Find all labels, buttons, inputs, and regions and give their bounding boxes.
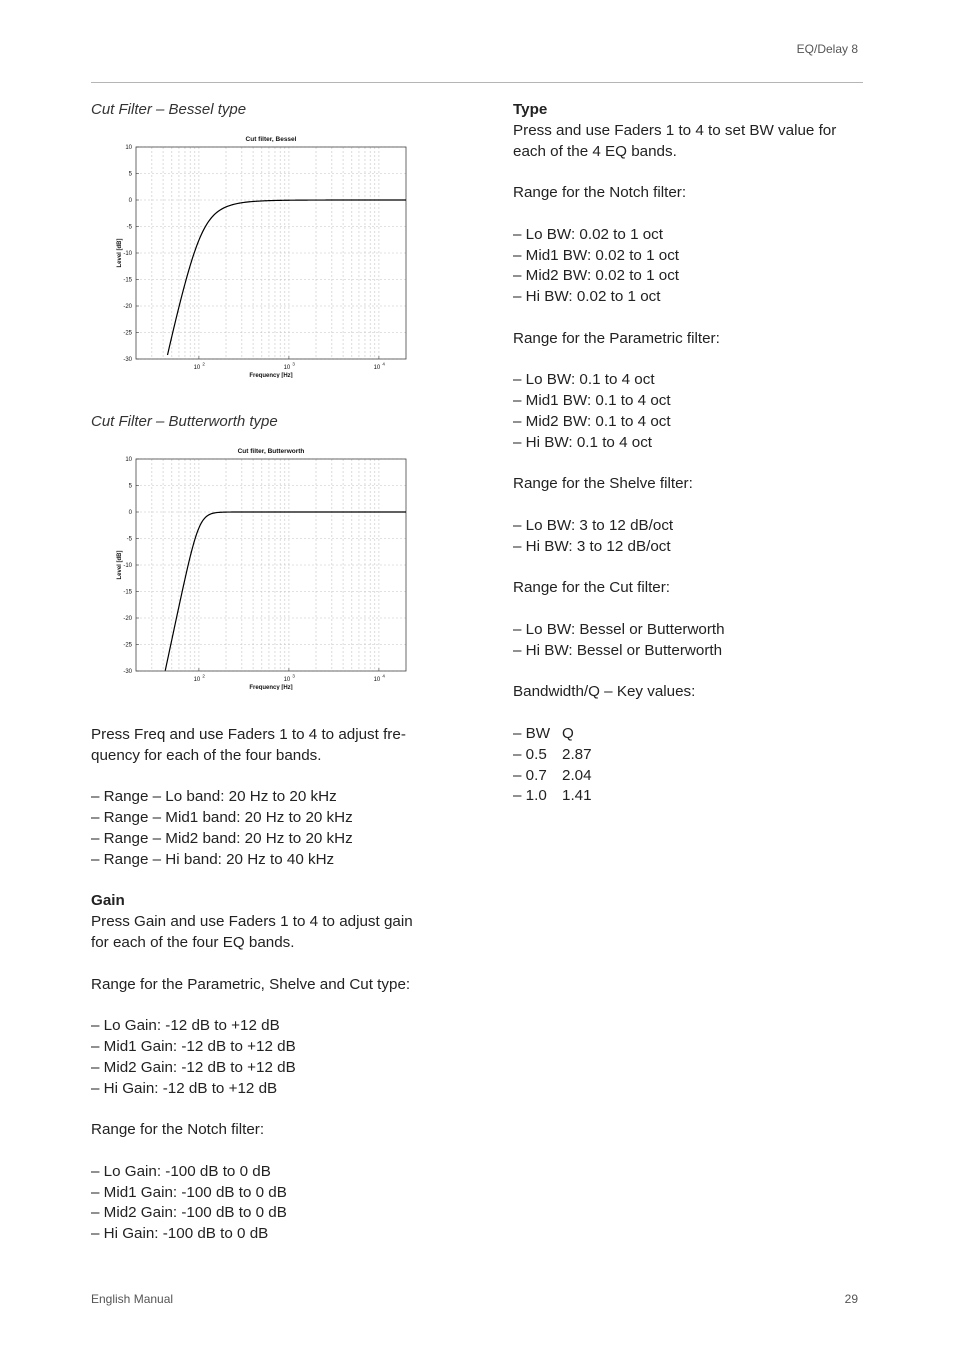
y-tick-label: 0 [128,510,132,516]
y-tick-label: -10 [123,251,132,257]
shelve-bw-label: Range for the Shelve filter: [513,475,693,493]
x-tick-label: 10 [283,365,291,371]
keyvalue-bw: – 0.5 [513,745,547,763]
list-item: – Lo BW: 3 to 12 dB/oct [513,516,674,534]
x-tick-exponent: 3 [292,673,295,679]
type-heading: Type [513,101,548,118]
list-item: – Lo BW: 0.02 to 1 oct [513,225,663,243]
list-item: – Hi Gain: -12 dB to +12 dB [91,1079,278,1097]
x-tick-label: 10 [193,365,201,371]
list-item: – Range – Mid1 band: 20 Hz to 20 kHz [91,809,353,827]
y-tick-label: -15 [123,589,132,596]
notch-bw-list [513,225,873,308]
list-item: – Lo BW: Bessel or Butterworth [513,620,725,638]
y-tick-label: -25 [123,642,132,649]
x-tick-exponent: 4 [382,361,385,367]
y-tick-label: -30 [123,357,132,363]
keyvalue-row [513,786,873,807]
x-tick-exponent: 2 [202,673,205,679]
left-column [91,725,451,1245]
notch-gain-list [91,1162,451,1245]
x-tick-exponent: 2 [202,361,205,367]
chart-title: Cut filter, Butterworth [237,448,305,455]
chart-butterworth [112,445,412,690]
list-item: – Hi Gain: -100 dB to 0 dB [91,1225,269,1243]
y-axis-label: Level [dB] [117,550,123,580]
list-item: – Mid2 Gain: -12 dB to +12 dB [91,1058,296,1076]
shelve-bw-list [513,516,873,558]
list-item: – Range – Mid2 band: 20 Hz to 20 kHz [91,829,353,847]
list-item: – Hi BW: 0.1 to 4 oct [513,433,653,451]
keyvalue-bw: – 1.0 [513,787,547,805]
list-item: – Mid1 BW: 0.1 to 4 oct [513,392,671,410]
y-tick-label: 5 [128,483,132,490]
keyvalue-q: Q [562,724,574,742]
chart-caption-bessel: Cut Filter – Bessel type [91,101,247,118]
y-tick-label: -15 [123,277,132,284]
keyvalue-row [513,745,873,766]
chart-bessel-svg [112,133,412,378]
list-item: – Lo Gain: -12 dB to +12 dB [91,1017,280,1035]
cut-bw-list [513,620,873,662]
y-tick-label: 0 [128,198,132,204]
y-tick-label: 5 [128,171,132,178]
list-item: – Mid1 BW: 0.02 to 1 oct [513,246,680,264]
y-tick-label: 10 [125,145,132,151]
footer-manual-title: English Manual [91,1292,174,1306]
freq-intro: Press Freq and use Faders 1 to 4 to adjust fre- [91,726,406,743]
freq-range-list [91,787,451,870]
cut-bw-label: Range for the Cut filter: [513,579,671,597]
list-item: – Hi BW: 3 to 12 dB/oct [513,537,671,555]
keyvalue-bw: – 0.7 [513,766,547,784]
y-tick-label: -20 [123,304,132,310]
list-item: – Mid2 Gain: -100 dB to 0 dB [91,1204,287,1222]
gain-intro-2: for each of the four EQ bands. [91,933,295,951]
y-tick-label: -5 [126,224,132,231]
gain-range-list [91,1016,451,1099]
list-item: – Hi BW: 0.02 to 1 oct [513,288,661,306]
list-item: – Range – Hi band: 20 Hz to 40 kHz [91,850,335,868]
list-item: – Mid1 Gain: -100 dB to 0 dB [91,1183,287,1201]
gain-intro: Press Gain and use Faders 1 to 4 to adjust gain [91,913,413,931]
chart-caption-butterworth: Cut Filter – Butterworth type [91,413,278,430]
y-tick-label: -25 [123,330,132,337]
y-tick-label: -30 [123,669,132,675]
keyvalue-row [513,766,873,787]
keyvalue-q: 2.04 [562,766,592,784]
x-tick-label: 10 [373,677,381,683]
type-intro-2: each of the 4 EQ bands. [513,142,677,160]
header-divider [91,82,863,83]
page-number: 29 [844,1292,858,1306]
keyvalues-table [513,724,873,807]
list-item: – Mid2 BW: 0.02 to 1 oct [513,267,680,285]
y-axis-label: Level [dB] [117,238,123,268]
keyvalues-label: Bandwidth/Q – Key values: [513,683,696,701]
chart-title: Cut filter, Bessel [245,136,297,143]
y-tick-label: 10 [125,457,132,463]
x-tick-label: 10 [283,677,291,683]
header-section-title: EQ/Delay 8 [796,42,858,56]
list-item: – Lo Gain: -100 dB to 0 dB [91,1162,271,1180]
keyvalue-q: 2.87 [562,745,592,763]
y-tick-label: -5 [126,536,132,543]
list-item: – Mid2 BW: 0.1 to 4 oct [513,412,671,430]
x-axis-label: Frequency [Hz] [249,373,293,378]
param-bw-list [513,370,873,453]
list-item: – Mid1 Gain: -12 dB to +12 dB [91,1037,296,1055]
list-item: – Hi BW: Bessel or Butterworth [513,641,723,659]
x-axis-label: Frequency [Hz] [249,685,293,690]
list-item: – Range – Lo band: 20 Hz to 20 kHz [91,788,337,806]
y-tick-label: -20 [123,616,132,622]
param-bw-label: Range for the Parametric filter: [513,329,720,347]
keyvalue-row [513,724,873,745]
y-tick-label: -10 [123,563,132,569]
right-column [513,100,873,807]
notch-gain-label: Range for the Notch filter: [91,1121,265,1139]
chart-bessel [112,133,412,378]
type-intro: Press and use Faders 1 to 4 to set BW value for [513,121,837,139]
gain-heading: Gain [91,892,125,910]
x-tick-label: 10 [373,365,381,371]
keyvalue-q: 1.41 [562,787,592,805]
x-tick-exponent: 3 [292,361,295,367]
gain-range-label: Range for the Parametric, Shelve and Cut type: [91,975,411,993]
freq-intro-2: quency for each of the four bands. [91,746,322,764]
x-tick-exponent: 4 [382,673,385,679]
chart-butterworth-svg [112,445,412,690]
notch-bw-label: Range for the Notch filter: [513,184,687,202]
keyvalue-bw: – BW [513,724,551,742]
list-item: – Lo BW: 0.1 to 4 oct [513,371,655,389]
x-tick-label: 10 [193,677,201,683]
